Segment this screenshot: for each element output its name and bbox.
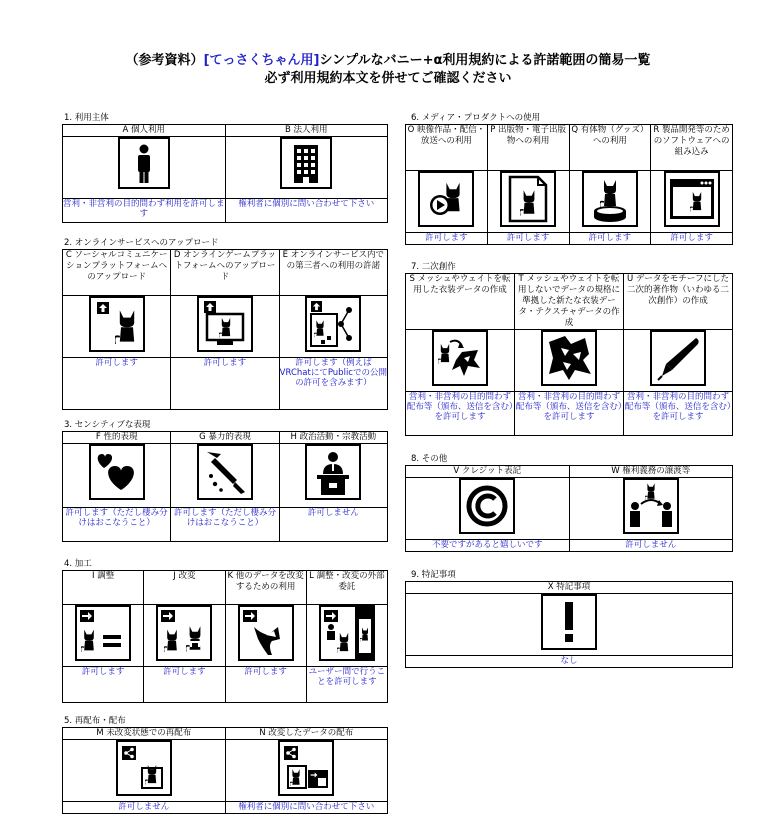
col-result-h: 許可しません [279,508,387,542]
copyright-icon [459,478,515,534]
section-notes-table [405,581,733,668]
section-label-derivative: 7. 二次創作 [411,262,456,272]
document-subtitle: 必ず利用規約本文を併せてご確認ください [264,71,512,86]
col-head-o: O 映像作品・配信・放送への利用 [406,125,488,171]
col-result-b: 権利者に個別に問い合わせて下さい [225,199,388,223]
col-head-q: Q 有体物（グッズ）への利用 [569,125,651,171]
adjust-icon [75,605,131,661]
col-result-q: 許可します [569,233,651,245]
building-icon [280,137,332,189]
col-result-c: 許可します [63,358,171,410]
section-label-other: 8. その他 [411,454,448,464]
col-head-n: N 改変したデータの配布 [225,728,388,740]
col-result-s: 営利・非営利の目的問わず配布等（頒布、送信を含む）を許可します [406,392,515,436]
col-result-k: 許可します [225,667,306,703]
document-title [0,52,776,70]
col-head-r: R 製品開発等のためのソフトウェアへの組み込み [651,125,733,171]
title-rest: シンプルなバニー+α利用規約による許諾範囲の簡易一覧 [319,53,651,68]
col-head-h: H 政治活動・宗教活動 [279,432,387,444]
section-label-media: 6. メディア・プロダクトへの使用 [411,113,541,123]
col-result-o: 許可します [406,233,488,245]
section-online-table [62,249,388,410]
mesh-transfer-icon [432,330,488,386]
section-label-online: 2. オンラインサービスへのアップロード [64,238,219,248]
title-prefix: （参考資料） [125,53,204,68]
section-label-user: 1. 利用主体 [64,113,109,123]
section-redist-table [62,727,388,814]
section-derivative-table [405,273,733,436]
col-head-j: J 改変 [144,571,225,605]
section-user-table [62,124,388,223]
modify-icon [156,605,212,661]
col-head-g: G 暴力的表現 [171,432,279,444]
transfer-rights-icon [623,478,679,534]
section-media-table [405,124,733,245]
col-head-w: W 権利義務の譲渡等 [569,466,733,478]
col-result-n: 権利者に個別に問い合わせて下さい [225,802,388,814]
upload-game-icon [197,296,253,352]
col-head-i: I 調整 [63,571,144,605]
col-result-w: 許可しません [569,540,733,552]
section-label-sensitive: 3. センシティブな表現 [64,420,151,430]
upload-social-icon [89,296,145,352]
col-result-l: ユーザー間で行うことを許可します [306,667,387,703]
col-head-k: K 他のデータを改変するための利用 [225,571,306,605]
section-modify-table [62,570,388,703]
software-icon [664,171,720,227]
col-head-p: P 出版物・電子出版物への利用 [487,125,569,171]
col-head-m: M 未改変状態での再配布 [63,728,226,740]
col-result-d: 許可します [171,358,279,410]
col-head-t: T メッシュやウェイトを転用しないでデータの規格に準拠した新たな衣装データ・テクスチャデータの作成 [515,274,624,330]
col-head-b: B 法人利用 [225,125,388,137]
new-costume-icon [541,330,597,386]
outsource-icon [319,605,375,661]
col-result-x: なし [406,656,733,668]
share-third-party-icon [305,296,361,352]
col-result-u: 営利・非営利の目的問わず配布等（頒布、送信を含む）を許可します [624,392,733,436]
col-head-a: A 個人利用 [63,125,226,137]
video-icon [418,171,474,227]
col-result-e: 許可します（例えばVRChatにてPublicでの公開の許可を含みます） [279,358,387,410]
hearts-icon [89,444,145,500]
section-label-modify: 4. 加工 [64,559,92,569]
col-result-r: 許可します [651,233,733,245]
section-other-table [405,465,733,552]
col-result-g: 許可します（ただし棲み分けはおこなうこと） [171,508,279,542]
col-head-e: E オンラインサービス内での第三者への利用の許諾 [279,250,387,296]
redistribute-icon [116,740,172,796]
col-head-d: D オンラインゲームプラットフォームへのアップロード [171,250,279,296]
reuse-icon [238,605,294,661]
col-head-l: L 調整・改変の外部委託 [306,571,387,605]
col-result-f: 許可します（ただし棲み分けはおこなうこと） [63,508,171,542]
col-head-s: S メッシュやウェイトを転用した衣装データの作成 [406,274,515,330]
podium-icon [305,444,361,500]
col-result-m: 許可しません [63,802,226,814]
section-sensitive-table [62,431,388,542]
person-icon [118,137,170,189]
col-result-a: 営利・非営利の目的問わず利用を許可します [63,199,226,223]
col-head-x: X 特記事項 [406,582,733,594]
knife-icon [197,444,253,500]
distribute-modified-icon [278,740,334,796]
figure-goods-icon [582,171,638,227]
col-head-c: C ソーシャルコミュニケーションプラットフォームへのアップロード [63,250,171,296]
col-head-v: V クレジット表記 [406,466,570,478]
col-result-p: 許可します [487,233,569,245]
col-result-v: 不要ですがあると嬉しいです [406,540,570,552]
publication-icon [500,171,556,227]
col-head-u: U データをモチーフにした二次的著作物（いわゆる二次創作）の作成 [624,274,733,330]
section-label-notes: 9. 特記事項 [411,570,456,580]
title-tag: [てっさくちゃん用] [203,53,320,68]
exclamation-icon [541,594,597,650]
section-label-redist: 5. 再配布・配布 [64,716,126,726]
col-head-f: F 性的表現 [63,432,171,444]
pen-icon [650,330,706,386]
col-result-i: 許可します [63,667,144,703]
col-result-t: 営利・非営利の目的問わず配布等（頒布、送信を含む）を許可します [515,392,624,436]
col-result-j: 許可します [144,667,225,703]
